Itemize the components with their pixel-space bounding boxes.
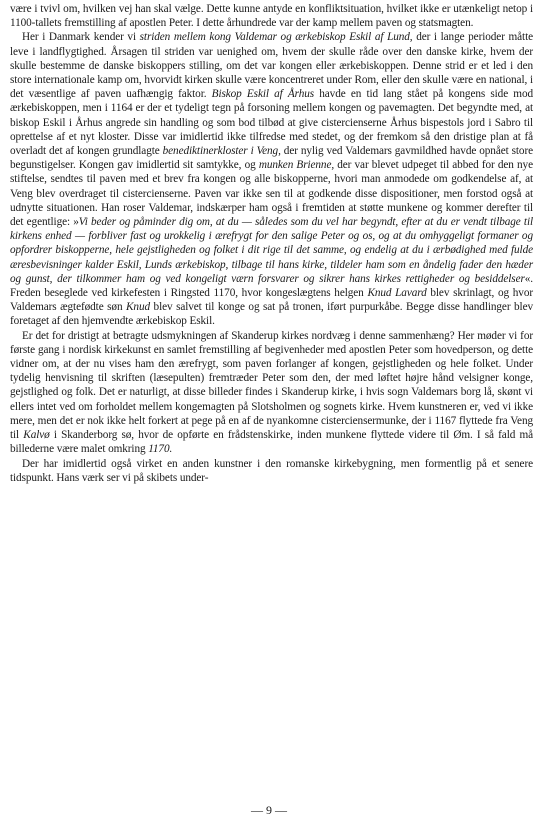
italic-text: benediktinerkloster i Veng, bbox=[162, 145, 281, 158]
paragraph bbox=[10, 329, 533, 457]
italic-text: munken Brienne, bbox=[258, 159, 335, 172]
page-number: — 9 — bbox=[251, 803, 287, 817]
text-run: Her i Danmark kender vi bbox=[22, 31, 140, 44]
paragraph bbox=[10, 457, 533, 485]
text-run: der i lange perioder måtte leve i landflygtighed. Årsagen til striden var uenighed om, hvem der skulle råde over den danske kirke, hvem der skulle bestemme de danske biskoppers stilling, om det var kongen eller ærkebiskoppen. Denne strid er et led i den store internationale kamp om, hvorvidt kirken skulle være koncentreret under Rom, eller den skulle være en national, i det væsentlige af paven uafhængig faktor. bbox=[10, 31, 533, 101]
text-run: der var blevet udpeget til abbed for den nye stiftelse, sendtes til paven med et brev fra kongen og alle biskopperne, hvori man anmodede om godkendelse af, at Veng blev overdraget til cistercienserne. Paven var ikke sen til at godkende disse dispositioner, men forstod også at udnytte situationen. Han roser Valdemar, indskærper ham også i fremtiden at støtte munkene og kommer derefter til det egentlige: » bbox=[10, 159, 533, 229]
text-run: være i tvivl om, hvilken vej han skal vælge. Dette kunne antyde en konfliktsituation, hvilket ikke er utænkeligt netop i 1100-tallets fremstilling af apostlen Peter. I dette århundrede var der kamp mellem paven og statsmagten. bbox=[10, 3, 533, 30]
text-run: blev salvet til konge og sat på tronen, iført purpurkåbe. Begge disse handlinger blev foretaget af den hjemvendte ærkebiskop Eskil. bbox=[10, 301, 533, 328]
text-run: blev skrinlagt, og hvor Valdemars ægtefødte søn bbox=[10, 287, 533, 314]
italic-text: Knud bbox=[126, 301, 150, 314]
italic-text: Vi beder og påminder dig om, at du — således som du vel har begyndt, efter at du er vendt tilbage til kirkens enhed — forbliver fast og urokkelig i ærefrygt for den salige Peter og os, og at du omhyggeligt formaner og opfordrer biskopperne, hele gejstligheden og folket i dit rige til det samme, og endelig at du i ærbødighed med fulde æresbevisninger kalder Eskil, Lunds ærkebiskop, tilbage til hans kirke, tildeler ham som en åndelig fader den hæder og gunst, der tilkommer ham og ved kongeligt værn forsvarer og sikrer hans kirkes rettigheder og besiddelser bbox=[10, 216, 533, 285]
italic-text: striden mellem kong Valdemar og ærkebiskop Eskil af Lund, bbox=[139, 31, 413, 44]
text-run: i Skanderborg sø, hvor de opførte en frådstenskirke, inden munkene flyttede videre til Øm. I så fald må billederne være malet omkring bbox=[10, 429, 534, 456]
italic-text: 1170. bbox=[148, 443, 173, 456]
page-body bbox=[10, 2, 533, 485]
italic-text: Kalvø bbox=[23, 429, 50, 442]
italic-text: Knud Lavard bbox=[367, 287, 427, 300]
text-run: Er det for dristigt at betragte udsmykningen af Skanderup kirkes nordvæg i denne sammenhæng? Her møder vi for første gang i nordisk kirkekunst en samlet fremstilling af begivenheder med apostlen Peter som hovedperson, og dette vidner om, at der nu vises ham den ærefrygt, som paven forlanger af kongen, gejstligheden og hele folket. Under tydelig henvisning til skriften (læsepulten) fremtræder Peter som den, der med løftet højre hånd velsigner konge, gejstlighed og folk. Det er naturligt, at disse billeder findes i Skanderup kirke, i hvis sogn Valdemars borg lå, skønt vi ellers intet ved om forholdet mellem kongemagten på Slotsholmen og sognets kirke. Hvem kunstneren er, ved vi ikke mere, men det er nok ikke helt forkert at pege på en af de nyankomne cisterciensermunke, der i 1167 flyttede fra Veng til bbox=[10, 329, 533, 442]
text-run: Der har imidlertid også virket en anden kunstner i den romanske kirkebygning, men formentlig på et senere tidspunkt. Hans værk ser vi på skibets under- bbox=[10, 457, 533, 484]
italic-text: Biskop Eskil af Århus bbox=[211, 88, 315, 101]
text-run: havde en tid lang stået på kongens side mod ærkebiskoppen, men i 1164 er der et tydeligt tegn på forsoning mellem kongen og pavemagten. Det begyndte med, at biskop Eskil i Århus angrede sin handling og som bod tilbød at give cistercienserne Århus bispestols jord i Sabro til oprettelse af et nyt kloster. Disse var imidlertid ikke tilfredse med stedet, og der fremkom så den dristige plan at få overladt det af kongen grundlagte bbox=[10, 88, 533, 158]
paragraph bbox=[10, 30, 533, 328]
paragraph bbox=[10, 2, 533, 30]
text-run: «. Freden beseglede ved kirkefesten i Ringsted 1170, hvor kongeslægtens helgen bbox=[10, 272, 533, 300]
text-run: der nylig ved Valdemars gavmildhed havde opnået store begunstigelser. Kongen gav imidlertid sit samtykke, og bbox=[10, 145, 533, 172]
